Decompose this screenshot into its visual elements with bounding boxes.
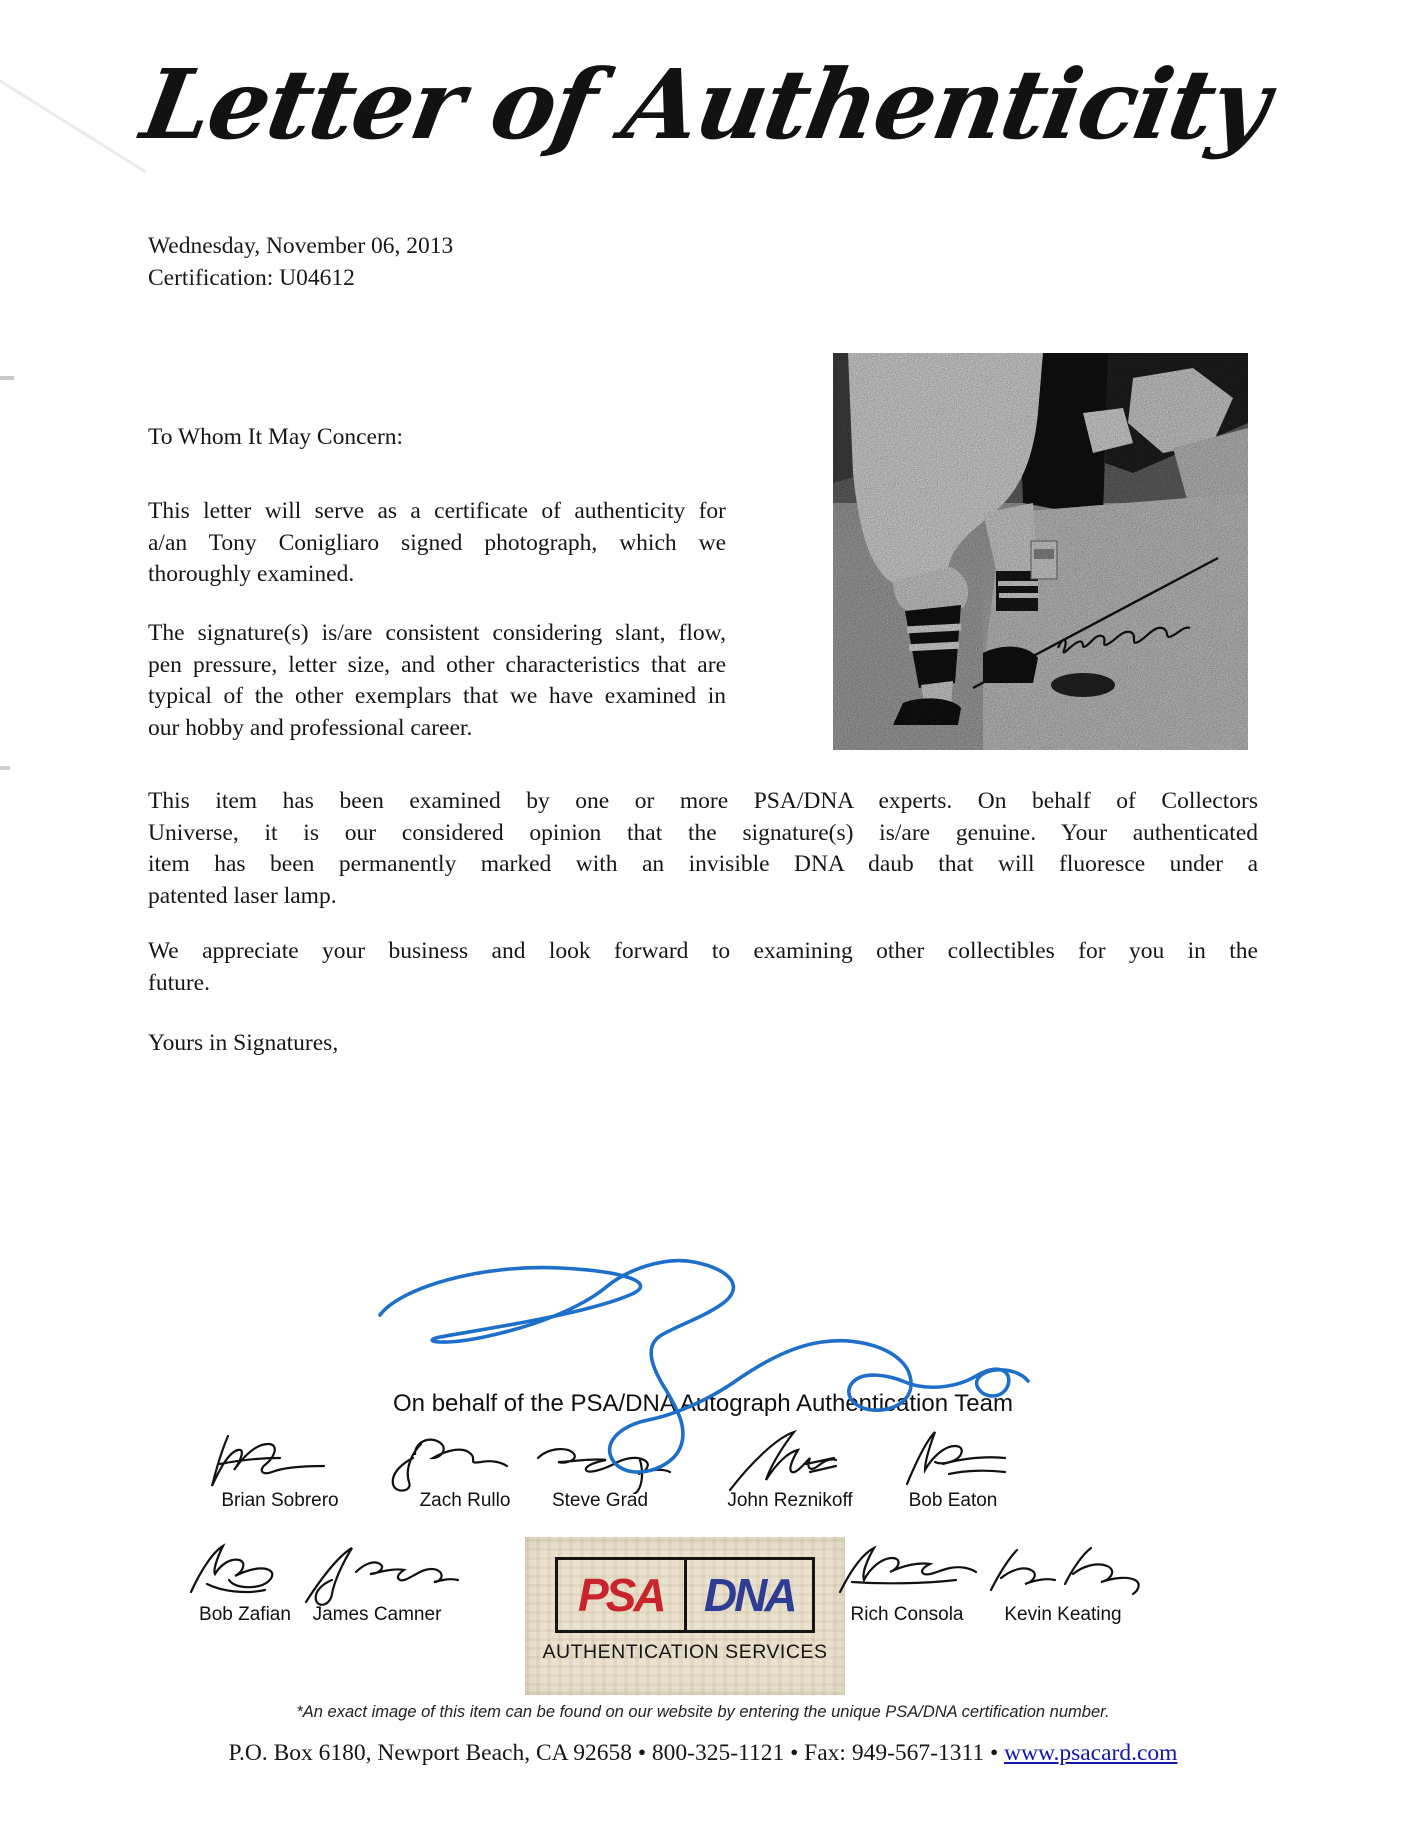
signer-bob-eaton: Bob Eaton [858,1424,1048,1512]
signer-zach-rullo: Zach Rullo [370,1424,560,1512]
authentication-services-label: AUTHENTICATION SERVICES [542,1641,828,1663]
footnote: *An exact image of this item can be found on our website by entering the unique PSA/DNA certification number. [296,1703,1110,1721]
salutation: To Whom It May Concern: [148,424,404,450]
psa-logo-text: PSA [558,1560,687,1630]
signer-brian-sobrero: Brian Sobrero [185,1424,375,1512]
address-text: P.O. Box 6180, Newport Beach, CA 92658 • 800-325-1121 • Fax: 949-567-1311 • [228,1740,1005,1766]
address-line [0,1740,1406,1767]
scan-tick-artifact [0,376,14,380]
signer-steve-grad: Steve Grad [505,1424,695,1512]
paragraph-signature-consistency: The signature(s) is/are consistent considering slant, flow, pen pressure, letter size, and other characteristics that are typical of the other exemplars that we have examined in our hobby and professional career. [148,620,726,741]
signature-kevin-keating [973,1538,1153,1608]
psacard-link[interactable]: www.psacard.com [1004,1740,1178,1766]
scan-streak-artifact [0,70,146,173]
closing-line: Yours in Signatures, [148,1030,339,1056]
signature-john-reznikoff [710,1424,870,1494]
date-certification-block [148,230,453,294]
signer-kevin-keating: Kevin Keating [968,1538,1158,1626]
signer-james-camner: James Camner [282,1538,472,1626]
certification-number: Certification: U04612 [148,265,355,291]
letter-date: Wednesday, November 06, 2013 [148,233,454,259]
scan-tick-artifact [0,766,10,770]
signature-james-camner [292,1538,462,1608]
signature-bob-eaton [873,1424,1033,1494]
signer-rich-consola: Rich Consola [812,1538,1002,1626]
authenticated-item-photo [833,353,1248,750]
signature-steve-grad [520,1424,680,1494]
paragraph-appreciation: We appreciate your business and look forward to examining other collectibles for you in the future. [148,938,1258,996]
paragraph-certificate: This letter will serve as a certificate of authenticity for a/an Tony Conigliaro signed photograph, which we thoroughly examined. [148,498,726,587]
page-title: Letter of Authenticity [134,48,1277,161]
psa-dna-logo-frame [555,1557,815,1633]
psa-dna-logo [525,1537,845,1695]
signer-john-reznikoff: John Reznikoff [695,1424,885,1512]
signer-bob-zafian: Bob Zafian [150,1538,340,1626]
signature-rich-consola [822,1538,992,1608]
signature-brian-sobrero [200,1424,360,1494]
team-line: On behalf of the PSA/DNA Autograph Authentication Team [393,1390,1013,1417]
paragraph-experts-opinion: This item has been examined by one or more PSA/DNA experts. On behalf of Collectors Universe, it is our considered opinion that the signature(s) is/are genuine. Your authenticated item has been permanently marked with an invisible DNA daub that will fluoresce under a patented laser lamp. [148,788,1258,909]
dna-logo-text: DNA [703,1569,795,1621]
